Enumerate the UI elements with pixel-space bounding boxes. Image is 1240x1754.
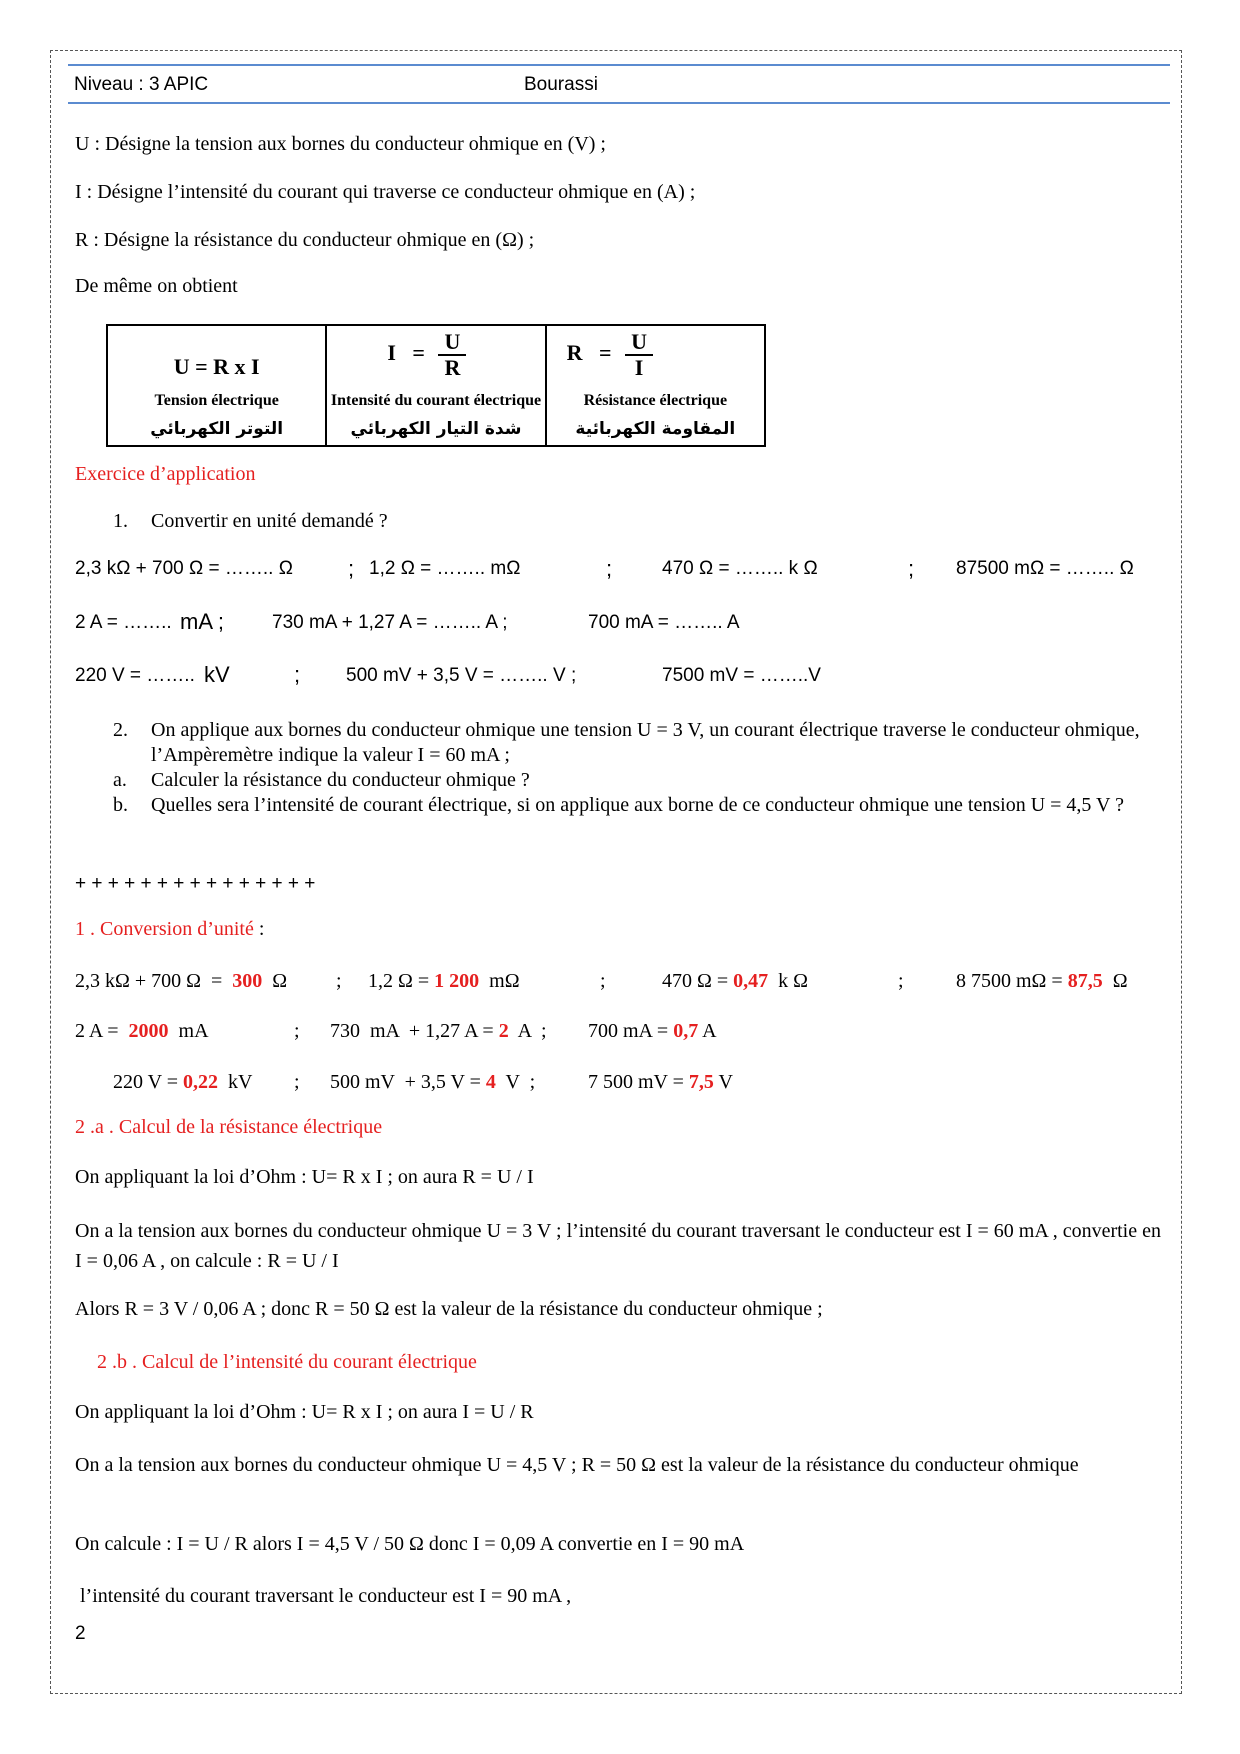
- solution-expr: 7 500 mV =: [588, 1071, 689, 1093]
- solution-item: [956, 969, 1128, 993]
- conv-item: 1,2 Ω = …….. mΩ: [369, 558, 521, 579]
- solution-item: [368, 969, 520, 993]
- solution-item: [330, 1070, 535, 1094]
- conv-item: 470 Ω = …….. k Ω: [662, 558, 818, 579]
- arabic-intensite: شدة التيار الكهربائي: [350, 419, 522, 439]
- solution-unit: A: [698, 1020, 717, 1042]
- conv-item: 220 V = ……..: [75, 665, 195, 686]
- section-2b-line-3: On calcule : I = U / R alors I = 4,5 V / 50 Ω donc I = 0,09 A convertie en I = 90 mA: [75, 1533, 745, 1555]
- exercise-title: Exercice d’application: [75, 463, 256, 485]
- solution-expr: 1,2 Ω =: [368, 970, 435, 992]
- solution-answer: 2000: [128, 1020, 169, 1042]
- separator: ;: [348, 556, 355, 581]
- solution-item: [662, 969, 808, 993]
- solution-item: [588, 1019, 717, 1043]
- formula-cell-resistance: [545, 326, 764, 445]
- arabic-resistance: المقاومة الكهربائية: [575, 419, 736, 439]
- author-label: Bourassi: [524, 74, 598, 95]
- conv-item: 7500 mV = ……..V: [662, 665, 821, 686]
- solution-unit: Ω: [1102, 970, 1128, 992]
- solution-unit: kV: [218, 1071, 253, 1093]
- question-text: Calculer la résistance du conducteur ohmique ?: [151, 769, 530, 791]
- separator: ;: [606, 556, 613, 581]
- intro-same: De même on obtient: [75, 275, 238, 297]
- page-number: 2: [75, 1623, 86, 1644]
- page-header: [68, 64, 1170, 104]
- fraction-numerator: U: [625, 330, 653, 356]
- separator: ;: [908, 556, 915, 581]
- fraction-denominator: R: [444, 355, 461, 380]
- fraction-numerator: U: [438, 330, 466, 356]
- section-2b-line-2: On a la tension aux bornes du conducteur ohmique U = 4,5 V ; R = 50 Ω est la valeur de la résistance du conducteur ohmique: [75, 1454, 1079, 1476]
- question-text: Convertir en unité demandé ?: [151, 510, 388, 532]
- solution-answer: 7,5: [688, 1071, 714, 1093]
- solution-answer: 1 200: [434, 970, 480, 992]
- conversion-title-colon: :: [253, 918, 265, 940]
- intro-r: R : Désigne la résistance du conducteur ohmique en (Ω) ;: [75, 229, 535, 251]
- separator: ;: [336, 970, 342, 992]
- separator: ;: [898, 970, 904, 992]
- solution-answer: 0,22: [183, 1071, 218, 1093]
- question-2-main: [113, 718, 1163, 768]
- intro-i: I : Désigne l’intensité du courant qui traverse ce conducteur ohmique en (A) ;: [75, 181, 696, 203]
- formula-table: [106, 324, 766, 447]
- solution-expr: 730 mA + 1,27 A =: [330, 1020, 499, 1042]
- solution-item: [330, 1019, 547, 1043]
- question-2a: [113, 768, 1163, 793]
- section-2b-line-1: On appliquant la loi d’Ohm : U= R x I ; on aura I = U / R: [75, 1401, 534, 1423]
- solution-unit: k Ω: [768, 970, 809, 992]
- formula-r: [547, 330, 764, 380]
- formula-r-left: R =: [566, 340, 612, 366]
- question-letter: b.: [113, 794, 128, 816]
- unit-label: kV: [204, 662, 230, 687]
- separator: ;: [600, 970, 606, 992]
- question-letter: a.: [113, 769, 127, 791]
- solution-item: [588, 1070, 733, 1094]
- solution-unit: V: [713, 1071, 734, 1093]
- label-tension: Tension électrique: [154, 392, 279, 409]
- section-2a-line-3: Alors R = 3 V / 0,06 A ; donc R = 50 Ω est la valeur de la résistance du conducteur ohmique ;: [75, 1298, 823, 1320]
- formula-i: [327, 330, 544, 380]
- arabic-tension: التوتر الكهربائي: [150, 419, 284, 439]
- section-2a-line-2: On a la tension aux bornes du conducteur ohmique U = 3 V ; l’intensité du courant traversant le conducteur est I = 60 mA , convertie en I = 0,06 A , on calcule : R = U / I: [75, 1220, 1161, 1272]
- question-2b: [113, 793, 1163, 818]
- solution-unit: Ω: [262, 970, 288, 992]
- separator: ;: [294, 662, 301, 687]
- solution-answer: 87,5: [1067, 970, 1103, 992]
- intro-u: U : Désigne la tension aux bornes du conducteur ohmique en (V) ;: [75, 133, 606, 155]
- solution-expr: 2,3 kΩ + 700 Ω =: [75, 970, 233, 992]
- solution-item: [75, 969, 287, 993]
- conv-item: 730 mA + 1,27 A = …….. A ;: [272, 612, 508, 633]
- conversion-title-text: 1 . Conversion d’unité: [75, 918, 254, 940]
- conv-item: 700 mA = …….. A: [588, 612, 740, 633]
- solution-item: [113, 1070, 252, 1094]
- separator-line: + + + + + + + + + + + + + + +: [75, 873, 316, 894]
- conv-item: 2 A = ……..: [75, 612, 172, 633]
- label-resistance: Résistance électrique: [583, 392, 728, 409]
- solution-expr: 700 mA =: [588, 1020, 674, 1042]
- solution-expr: 8 7500 mΩ =: [956, 970, 1068, 992]
- question-number: 1.: [113, 510, 128, 532]
- separator: ;: [294, 1020, 300, 1042]
- section-2b-line-4: l’intensité du courant traversant le conducteur est I = 90 mA ,: [75, 1585, 572, 1607]
- solution-expr: 220 V =: [113, 1071, 183, 1093]
- question-text: Quelles sera l’intensité de courant électrique, si on applique aux borne de ce conducteur ohmique une tension U = 4,5 V ?: [151, 794, 1125, 816]
- solution-answer: 0,7: [673, 1020, 699, 1042]
- question-1: [113, 509, 388, 533]
- solution-item: [75, 1019, 209, 1043]
- unit-label: mA ;: [180, 609, 225, 634]
- formula-cell-intensite: [325, 326, 544, 445]
- question-text: On applique aux bornes du conducteur ohmique une tension U = 3 V, un courant électrique traverse le conducteur ohmique, l’Ampèremètre indique la valeur I = 60 mA ;: [151, 719, 1140, 766]
- level-label: Niveau : 3 APIC: [74, 74, 209, 95]
- solution-unit: V ;: [495, 1071, 536, 1093]
- solution-expr: 500 mV + 3,5 V =: [330, 1071, 486, 1093]
- conv-item: 87500 mΩ = …….. Ω: [956, 558, 1134, 579]
- solution-answer: 2: [498, 1020, 509, 1042]
- fraction-denominator: I: [634, 355, 644, 380]
- formula-i-left: I =: [387, 340, 425, 366]
- formula-u: U = R x I: [173, 354, 260, 379]
- question-2: [113, 718, 1163, 818]
- fraction-u-r: [438, 330, 466, 380]
- separator: ;: [294, 1071, 300, 1093]
- section-2a-title: 2 .a . Calcul de la résistance électrique: [75, 1116, 383, 1138]
- solution-unit: A ;: [508, 1020, 547, 1042]
- solution-answer: 4: [485, 1071, 496, 1093]
- solution-unit: mΩ: [479, 970, 520, 992]
- conv-item: 2,3 kΩ + 700 Ω = …….. Ω: [75, 558, 293, 579]
- label-intensite: Intensité du courant électrique: [330, 392, 542, 409]
- solution-expr: 2 A =: [75, 1020, 129, 1042]
- section-2a-line-1: On appliquant la loi d’Ohm : U= R x I ; on aura R = U / I: [75, 1166, 534, 1188]
- formula-cell-tension: [108, 326, 325, 445]
- conversion-title: [75, 917, 264, 941]
- solution-answer: 300: [232, 970, 263, 992]
- solution-expr: 470 Ω =: [662, 970, 734, 992]
- conv-item: 500 mV + 3,5 V = …….. V ;: [346, 665, 577, 686]
- solution-answer: 0,47: [733, 970, 769, 992]
- fraction-u-i: [625, 330, 653, 380]
- solution-unit: mA: [168, 1020, 209, 1042]
- question-number: 2.: [113, 719, 128, 741]
- section-2b-title: 2 .b . Calcul de l’intensité du courant électrique: [97, 1351, 477, 1373]
